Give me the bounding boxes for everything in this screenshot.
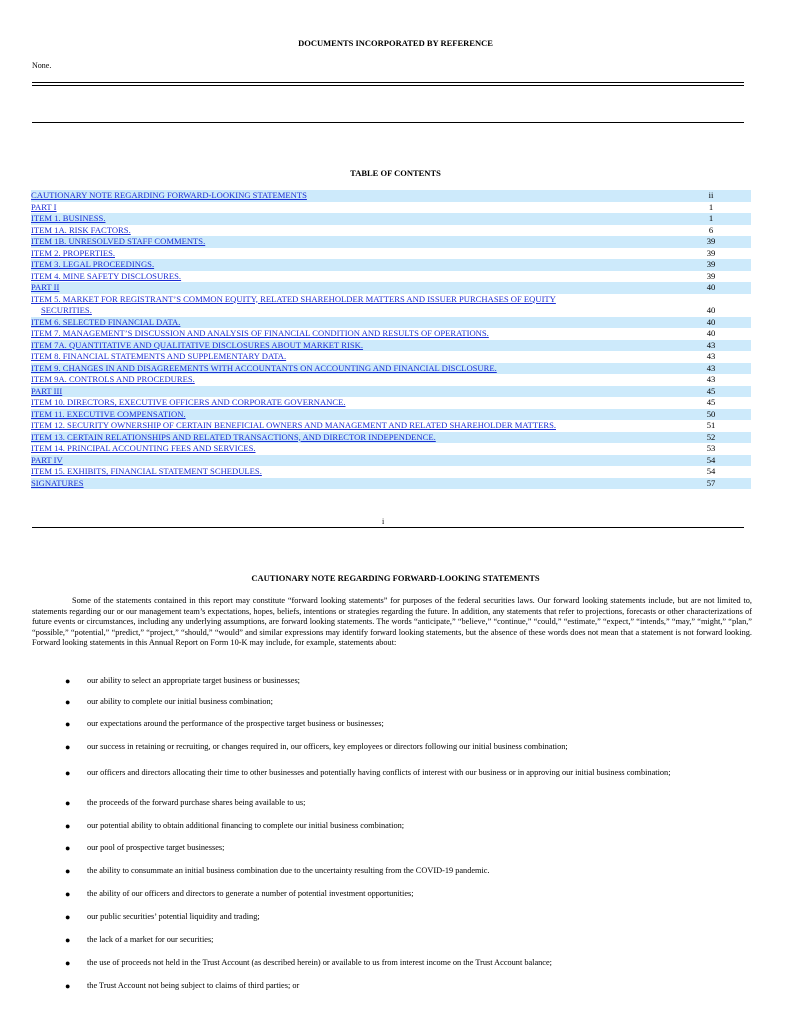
- bullet-dot-icon: ●: [65, 697, 71, 707]
- bullet-dot-icon: ●: [65, 843, 71, 853]
- bullet-text: our expectations around the performance of the prospective target business or businesses;: [87, 719, 384, 728]
- bullet-dot-icon: ●: [65, 676, 71, 686]
- bullet-item: [65, 768, 777, 778]
- toc-row: [31, 282, 751, 294]
- documents-incorporated-heading: DOCUMENTS INCORPORATED BY REFERENCE: [298, 38, 493, 48]
- toc-link-label: ITEM 7. MANAGEMENT’S DISCUSSION AND ANALYSIS OF FINANCIAL CONDITION AND RESULTS OF OPERATIONS.: [31, 328, 489, 338]
- toc-link-label: ITEM 8. FINANCIAL STATEMENTS AND SUPPLEMENTARY DATA.: [31, 351, 287, 361]
- toc-page-number: 40: [706, 282, 716, 292]
- toc-link-label: ITEM 1. BUSINESS.: [31, 213, 106, 223]
- toc-page-number: ii: [708, 190, 714, 200]
- bullet-text: the ability of our officers and directors to generate a number of potential investment opportunities;: [87, 889, 414, 898]
- toc-link[interactable]: [31, 397, 751, 409]
- bullet-item: [65, 821, 777, 831]
- toc-page-number: 43: [706, 351, 716, 361]
- toc-page-number: 40: [706, 305, 716, 315]
- toc-link[interactable]: [31, 374, 751, 386]
- bullet-dot-icon: ●: [65, 719, 71, 729]
- toc-link-label: PART II: [31, 282, 60, 292]
- toc-page-number: 40: [706, 316, 716, 327]
- toc-row: [31, 363, 751, 375]
- toc-row: [31, 294, 751, 317]
- bullet-text: the proceeds of the forward purchase shares being available to us;: [87, 798, 306, 807]
- toc-link[interactable]: [31, 386, 751, 398]
- cautionary-intro: Some of the statements contained in this report may constitute “forward looking statements” for purposes of the federal securities laws. Our forward looking statements include, but are not limited to, statements regarding our or our management team’s expectations, hopes, beliefs, intentions or strategies regarding the future. In addition, any statements that refer to projections, forecasts or other characterizations of future events or circumstances, including any underlying assumptions, are forward looking statements. The words “anticipate,” “believe,” “continue,” “could,” “estimate,” “expect,” “intends,” “may,” “might,” “plan,” “possible,” “potential,” “predict,” “project,” “should,” “would” and similar expressions may identify forward looking statements, but the absence of these words does not mean that a statement is not forward looking. Forward looking statements in this Annual Report on Form 10-K may include, for example, statements about:: [32, 596, 752, 648]
- divider-double-top: [32, 82, 744, 83]
- toc-link[interactable]: [31, 317, 751, 329]
- toc-row: [31, 409, 751, 421]
- toc-link-label: ITEM 1B. UNRESOLVED STAFF COMMENTS.: [31, 236, 206, 246]
- bullet-text: the lack of a market for our securities;: [87, 935, 214, 944]
- toc-link-label: ITEM 4. MINE SAFETY DISCLOSURES.: [31, 270, 182, 281]
- toc-page-number: 43: [706, 339, 716, 350]
- toc-table: [31, 190, 751, 489]
- toc-row: [31, 213, 751, 225]
- toc-page-number: 51: [706, 420, 716, 430]
- page-number: i: [382, 517, 385, 526]
- toc-page-number: 39: [706, 247, 716, 258]
- toc-page-number: 54: [706, 454, 716, 465]
- toc-row: [31, 420, 751, 432]
- bullet-item: [65, 697, 777, 707]
- toc-link[interactable]: [31, 225, 751, 237]
- toc-link-label: SIGNATURES: [31, 477, 84, 488]
- bullet-item: [65, 912, 777, 922]
- bullet-dot-icon: ●: [65, 935, 71, 945]
- bullet-dot-icon: ●: [65, 742, 71, 752]
- documents-incorporated-value: None.: [32, 61, 52, 70]
- toc-link[interactable]: [31, 340, 751, 352]
- bullet-text: our potential ability to obtain additional financing to complete our initial business combination;: [87, 821, 405, 830]
- toc-link-label: ITEM 10. DIRECTORS, EXECUTIVE OFFICERS AND CORPORATE GOVERNANCE.: [31, 397, 346, 407]
- toc-link[interactable]: [31, 478, 751, 490]
- toc-link[interactable]: [31, 432, 751, 444]
- bullet-item: [65, 866, 777, 876]
- toc-page-number: 53: [706, 443, 716, 453]
- bullet-text: the Trust Account not being subject to claims of third parties; or: [87, 981, 300, 990]
- toc-page-number: 50: [706, 408, 716, 419]
- toc-link-label: ITEM 9. CHANGES IN AND DISAGREEMENTS WITH ACCOUNTANTS ON ACCOUNTING AND FINANCIAL DISCLOSURE.: [31, 362, 497, 373]
- toc-link[interactable]: [31, 248, 751, 260]
- toc-link[interactable]: [31, 363, 751, 375]
- toc-row: [31, 225, 751, 237]
- toc-page-number: 1: [708, 201, 714, 212]
- toc-link[interactable]: [31, 271, 751, 283]
- toc-link-label: ITEM 13. CERTAIN RELATIONSHIPS AND RELATED TRANSACTIONS, AND DIRECTOR INDEPENDENCE.: [31, 431, 436, 442]
- toc-link[interactable]: [31, 202, 751, 214]
- bullet-item: [65, 843, 777, 853]
- bullet-dot-icon: ●: [65, 958, 71, 968]
- bullet-text: our ability to complete our initial business combination;: [87, 697, 273, 706]
- cautionary-title: CAUTIONARY NOTE REGARDING FORWARD-LOOKING STATEMENTS: [251, 573, 540, 583]
- bullet-item: [65, 676, 777, 686]
- bullet-dot-icon: ●: [65, 912, 71, 922]
- bullet-dot-icon: ●: [65, 768, 71, 778]
- bullet-dot-icon: ●: [65, 821, 71, 831]
- page-break-rule: [32, 122, 744, 123]
- bullet-item: [65, 889, 777, 899]
- bullet-item: [65, 981, 777, 991]
- toc-title: TABLE OF CONTENTS: [350, 168, 441, 178]
- toc-row: [31, 455, 751, 467]
- bullet-dot-icon: ●: [65, 981, 71, 991]
- toc-link[interactable]: [31, 351, 751, 363]
- toc-link-label: ITEM 3. LEGAL PROCEEDINGS.: [31, 259, 155, 269]
- toc-page-number: 57: [706, 477, 716, 488]
- toc-row: [31, 248, 751, 260]
- bullet-text: our pool of prospective target businesses;: [87, 843, 225, 852]
- bullet-dot-icon: ●: [65, 866, 71, 876]
- bullet-item: [65, 719, 777, 729]
- toc-row: [31, 202, 751, 214]
- toc-row: [31, 190, 751, 202]
- toc-row: [31, 328, 751, 340]
- toc-link[interactable]: [31, 328, 751, 340]
- toc-row: [31, 397, 751, 409]
- toc-link-label: ITEM 9A. CONTROLS AND PROCEDURES.: [31, 374, 195, 384]
- bullet-item: [65, 935, 777, 945]
- toc-page-number: 43: [706, 374, 716, 384]
- toc-page-number: 39: [706, 236, 716, 246]
- toc-row: [31, 340, 751, 352]
- toc-link[interactable]: [31, 259, 751, 271]
- toc-link-label: PART IV: [31, 454, 63, 465]
- bullet-item: [65, 958, 777, 968]
- divider-double-bottom: [32, 85, 744, 86]
- toc-link-label: PART III: [31, 385, 63, 396]
- toc-link-label: ITEM 11. EXECUTIVE COMPENSATION.: [31, 408, 186, 419]
- toc-link[interactable]: [31, 190, 751, 202]
- toc-page-number: 54: [706, 466, 716, 476]
- toc-row: [31, 236, 751, 248]
- toc-link-label: CAUTIONARY NOTE REGARDING FORWARD-LOOKING STATEMENTS: [31, 190, 307, 200]
- toc-page-number: 39: [706, 259, 716, 269]
- toc-page-number: 43: [706, 362, 716, 373]
- bullet-text: our success in retaining or recruiting, or changes required in, our officers, key employees or directors following our initial business combination;: [87, 742, 568, 751]
- toc-link-label: ITEM 7A. QUANTITATIVE AND QUALITATIVE DISCLOSURES ABOUT MARKET RISK.: [31, 339, 364, 350]
- toc-row: [31, 478, 751, 490]
- toc-row: [31, 271, 751, 283]
- toc-row: [31, 259, 751, 271]
- toc-link[interactable]: [31, 236, 751, 248]
- toc-link-label: PART I: [31, 201, 57, 212]
- toc-page-number: 52: [706, 431, 716, 442]
- toc-link-label: ITEM 5. MARKET FOR REGISTRANT’S COMMON EQUITY, RELATED SHAREHOLDER MATTERS AND ISSUER PURCHASES OF EQUITY: [31, 293, 556, 304]
- toc-link-label: ITEM 15. EXHIBITS, FINANCIAL STATEMENT SCHEDULES.: [31, 466, 262, 476]
- toc-link[interactable]: [31, 409, 751, 421]
- bullet-item: [65, 798, 777, 808]
- toc-link[interactable]: [31, 294, 751, 317]
- bullet-item: [65, 742, 777, 752]
- toc-link[interactable]: [31, 443, 751, 455]
- toc-page-number: 45: [706, 397, 716, 407]
- toc-link[interactable]: [31, 420, 751, 432]
- toc-link-label: ITEM 1A. RISK FACTORS.: [31, 224, 131, 235]
- toc-link[interactable]: [31, 213, 751, 225]
- toc-row: [31, 466, 751, 478]
- toc-link[interactable]: [31, 466, 751, 478]
- toc-link[interactable]: [31, 282, 751, 294]
- page-bottom-rule: [32, 527, 744, 528]
- toc-page-number: 1: [708, 213, 714, 223]
- bullet-text: the ability to consummate an initial business combination due to the uncertainty resulting from the COVID-19 pandemic.: [87, 866, 490, 875]
- bullet-text: our public securities’ potential liquidity and trading;: [87, 912, 260, 921]
- toc-row: [31, 374, 751, 386]
- toc-row: [31, 351, 751, 363]
- toc-link-label-continued: SECURITIES.: [41, 305, 92, 315]
- toc-link-label: ITEM 12. SECURITY OWNERSHIP OF CERTAIN BENEFICIAL OWNERS AND MANAGEMENT AND RELATED SHAREHOLDER MATTERS.: [31, 420, 556, 430]
- toc-page-number: 39: [706, 270, 716, 281]
- toc-row: [31, 317, 751, 329]
- toc-row: [31, 386, 751, 398]
- toc-link[interactable]: [31, 455, 751, 467]
- toc-row: [31, 443, 751, 455]
- toc-link-label: ITEM 6. SELECTED FINANCIAL DATA.: [31, 316, 181, 327]
- bullet-text: the use of proceeds not held in the Trust Account (as described herein) or available to us from interest income on the Trust Account balance;: [87, 958, 552, 967]
- bullet-dot-icon: ●: [65, 798, 71, 808]
- bullet-text: our officers and directors allocating their time to other businesses and potentially having conflicts of interest with our business or in approving our initial business combination;: [87, 768, 671, 777]
- toc-page-number: 6: [708, 224, 714, 235]
- bullet-text: our ability to select an appropriate target business or businesses;: [87, 676, 300, 685]
- bullet-dot-icon: ●: [65, 889, 71, 899]
- toc-page-number: 45: [706, 385, 716, 396]
- toc-page-number: 40: [706, 328, 716, 338]
- toc-row: [31, 432, 751, 444]
- toc-link-label: ITEM 2. PROPERTIES.: [31, 247, 115, 258]
- toc-link-label: ITEM 14. PRINCIPAL ACCOUNTING FEES AND SERVICES.: [31, 443, 256, 453]
